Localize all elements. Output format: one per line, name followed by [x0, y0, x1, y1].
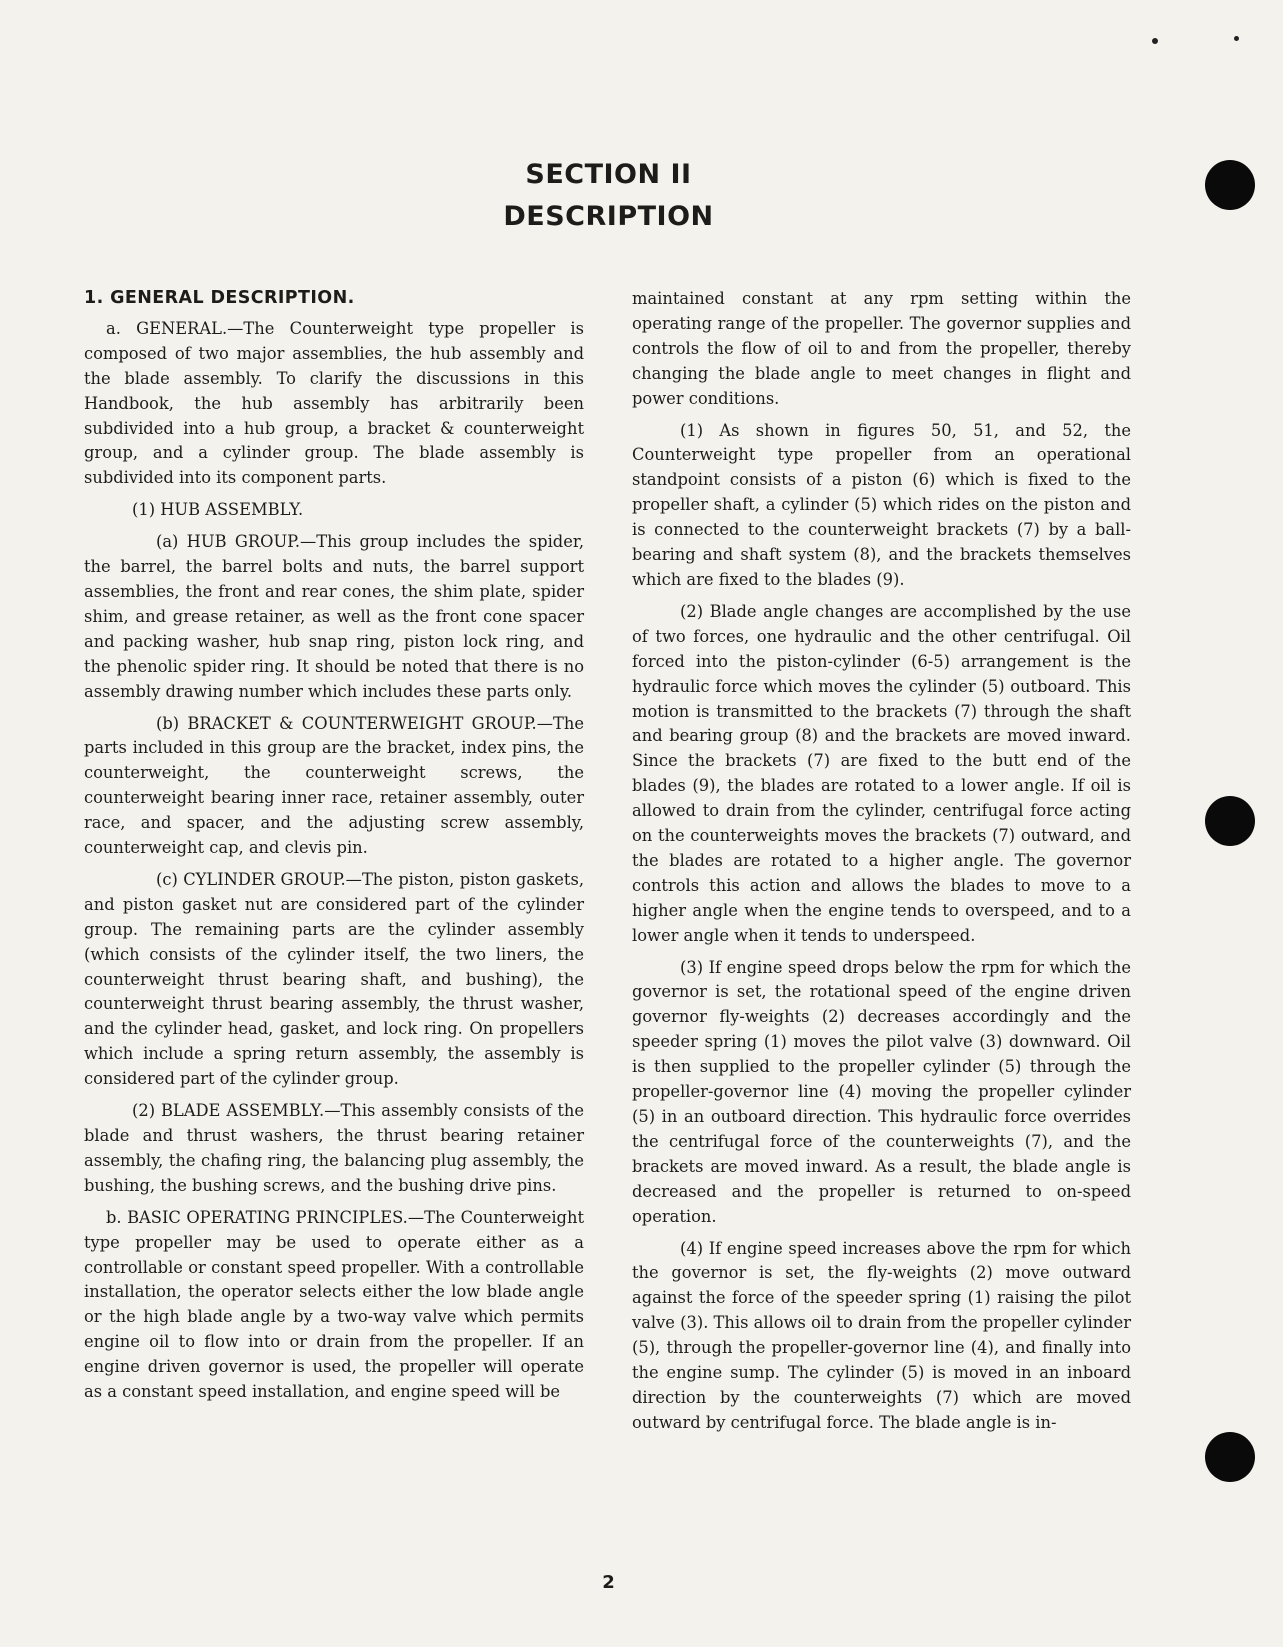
para-cylinder-group: (c) CYLINDER GROUP.—The piston, piston gaskets, and piston gasket nut are considered part of the cylinder group. The remaining parts are the cylinder assembly (which consists of the cylinder itself, the two liners, the counterweight thrust bearing shaft, and bushing), the counterweight thrust bearing assembly, the thrust washer, and the cylinder head, gasket, and lock ring. On propellers which include a spring return assembly, the assembly is considered part of the cylinder group.	[84, 869, 584, 1089]
punch-hole	[1205, 1432, 1255, 1482]
page-number: 2	[602, 1572, 615, 1593]
para-basic-operating-principles: b. BASIC OPERATING PRINCIPLES.—The Counterweight type propeller may be used to operate either as a controllable or constant speed propeller. With a controllable installation, the operator selects either the low blade angle or the high blade angle by a two-way valve which permits engine oil to flow into or drain from the propeller. If an engine driven governor is used, the propeller will operate as a constant speed installation, and engine speed will be	[84, 1207, 584, 1402]
para-general: a. GENERAL.—The Counterweight type propeller is composed of two major assemblies, the hub assembly and the blade assembly. To clarify the discussions in this Handbook, the hub assembly has arbitrarily been subdivided into a hub group, a bracket & counterweight group, and a cylinder group. The blade assembly is subdivided into its component parts.	[84, 318, 584, 488]
right-column	[632, 287, 1131, 1443]
para-bracket-group: (b) BRACKET & COUNTERWEIGHT GROUP.—The parts included in this group are the bracket, index pins, the counterweight, the counterweight screws, the counterweight bearing inner race, retainer assembly, outer race, and spacer, and the adjusting screw assembly, counterweight cap, and clevis pin.	[84, 713, 584, 858]
para-hub-group: (a) HUB GROUP.—This group includes the spider, the barrel, the barrel bolts and nuts, the barrel support assemblies, the front and rear cones, the shim plate, spider shim, and grease retainer, as well as the front cone spacer and packing washer, hub snap ring, piston lock ring, and the phenolic spider ring. It should be noted that there is no assembly drawing number which includes these parts only.	[84, 532, 584, 701]
para-4: (4) If engine speed increases above the rpm for which the governor is set, the fly-weights (2) move outward against the force of the speeder spring (1) raising the pilot valve (3). This allows oil to drain from the propeller cylinder (5), through the propeller-governor line (4), and finally into the engine sump. The cylinder (5) is moved in an inboard direction by the counterweights (7) which are moved outward by centrifugal force. The blade angle is in-	[632, 1238, 1131, 1432]
para-2: (2) Blade angle changes are accomplished by the use of two forces, one hydraulic and the other centrifugal. Oil forced into the piston-cylinder (6-5) arrangement is the hydraulic force which moves the cylinder (5) outboard. This motion is transmitted to the brackets (7) through the shaft and bearing group (8) and the brackets are moved inward. Since the brackets (7) are fixed to the butt end of the blades (9), the blades are rotated to a lower angle. If oil is allowed to drain from the cylinder, centrifugal force acting on the counterweights moves the brackets (7) outward, and the blades are rotated to a higher angle. The governor controls this action and allows the blades to move to a higher angle when the engine tends to overspeed, and to a lower angle when it tends to underspeed.	[632, 601, 1131, 945]
speck-mark	[1152, 38, 1158, 44]
para-3: (3) If engine speed drops below the rpm for which the governor is set, the rotational speed of the engine driven governor fly-weights (2) decreases accordingly and the speeder spring (1) moves the pilot valve (3) downward. Oil is then supplied to the propeller cylinder (5) through the propeller-governor line (4) moving the propeller cylinder (5) in an outboard direction. This hydraulic force overrides the centrifugal force of the counterweights (7), and the brackets are moved inward. As a result, the blade angle is decreased and the propeller is returned to on-speed operation.	[632, 957, 1131, 1226]
punch-hole	[1205, 796, 1255, 846]
para-hub-assembly: (1) HUB ASSEMBLY.	[132, 500, 304, 520]
speck-mark	[1234, 36, 1239, 41]
section-number: SECTION II	[525, 159, 692, 190]
para-1: (1) As shown in figures 50, 51, and 52, the Counterweight type propeller from an operational standpoint consists of a piston (6) which is fixed to the propeller shaft, a cylinder (5) which rides on the piston and is connected to the counterweight brackets (7) by a ball-bearing and shaft system (8), and the brackets themselves which are fixed to the blades (9).	[632, 420, 1131, 589]
para-continued: maintained constant at any rpm setting within the operating range of the propeller. The governor supplies and controls the flow of oil to and from the propeller, thereby changing the blade angle to meet changes in flight and power conditions.	[632, 289, 1131, 408]
para-blade-assembly: (2) BLADE ASSEMBLY.—This assembly consists of the blade and thrust washers, the thrust bearing retainer assembly, the chafing ring, the balancing plug assembly, the bushing, the bushing screws, and the bushing drive pins.	[84, 1101, 584, 1195]
heading-general-description: 1. GENERAL DESCRIPTION.	[84, 288, 355, 308]
section-title: DESCRIPTION	[503, 201, 714, 232]
left-column	[84, 286, 584, 1412]
